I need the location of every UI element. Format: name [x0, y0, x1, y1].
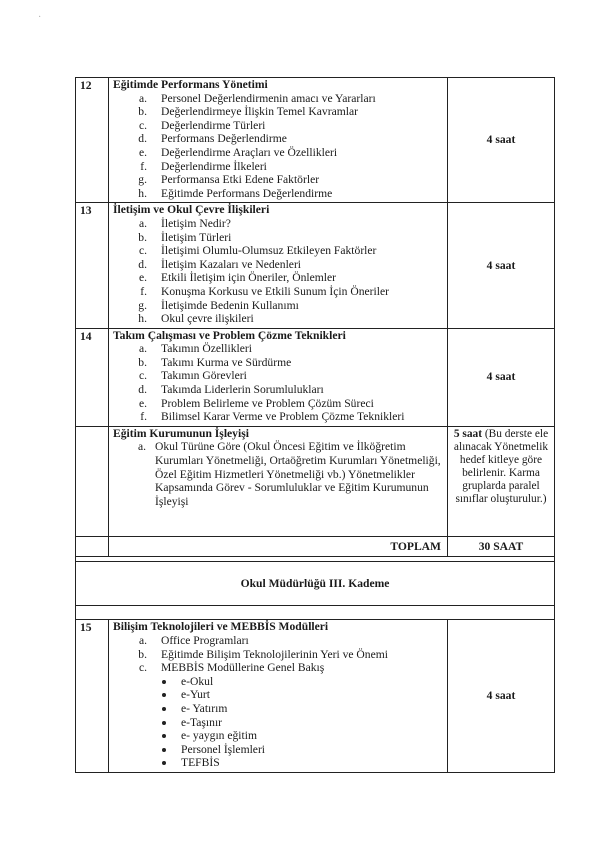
topic-paragraph: a. Okul Türüne Göre (Okul Öncesi Eğitim ve İlköğretim Kurumları Yönetmeliği, Ortaöğretim Kurumları Yönetmeliği, Özel Eğitim Hizmetleri Yönetmeliği vb.) Yönetmelikler Kapsamında Görev - Sorumluluklar ve Eğitim Kurumunun İşleyişi: [138, 440, 441, 508]
bullet-item: e-Taşınır: [113, 716, 443, 730]
row-hours: 4 saat: [448, 203, 555, 328]
table-row: [76, 78, 555, 203]
row-content: [109, 203, 448, 328]
row-hours: [448, 426, 555, 537]
row-number: [76, 426, 109, 537]
row-content: [109, 78, 448, 203]
list-item: f. Konuşma Korkusu ve Etkili Sunum İçin Öneriler: [140, 284, 389, 298]
bullet-item: e- Yatırım: [113, 702, 443, 716]
list-item: c. İletişimi Olumlu-Olumsuz Etkileyen Faktörler: [138, 244, 377, 258]
list-item: b. Eğitimde Bilişim Teknolojilerinin Yeri ve Önemi: [138, 647, 388, 661]
row-number: 14: [76, 328, 109, 426]
bullet-item: e-Yurt: [113, 688, 443, 702]
total-row: [76, 537, 555, 557]
total-value: 30 SAAT: [448, 537, 555, 557]
row-number: 13: [76, 203, 109, 328]
hours-value: 5 saat: [453, 427, 483, 440]
row-content: [109, 426, 448, 537]
row-content: [109, 620, 448, 773]
list-item: c. Takımın Görevleri: [138, 369, 247, 383]
list-item: b. İletişim Türleri: [138, 230, 232, 244]
list-item: e. Etkili İletişim için Öneriler, Önlemler: [138, 271, 337, 285]
table-row: [76, 203, 555, 328]
list-item: d. Performans Değerlendirme: [138, 132, 287, 146]
list-item: f. Değerlendirme İlkeleri: [140, 159, 267, 173]
bullet-item: e-Okul: [113, 675, 443, 689]
module-list: [113, 675, 443, 770]
table-row: [76, 426, 555, 537]
list-item: g. İletişimde Bedenin Kullanımı: [138, 298, 299, 312]
row-number: 12: [76, 78, 109, 203]
list-item: a. Personel Değerlendirmenin amacı ve Yararları: [138, 91, 376, 105]
row-hours: 4 saat: [448, 328, 555, 426]
row-hours: 4 saat: [448, 620, 555, 773]
page-mark: ·: [38, 12, 42, 23]
topic-title: Eğitim Kurumunun İşleyişi: [113, 426, 249, 440]
list-item: g. Performansa Etki Edene Faktörler: [138, 173, 320, 187]
list-item: e. Değerlendirme Araçları ve Özellikleri: [138, 145, 338, 159]
section-row: [76, 562, 555, 606]
table-row: [76, 620, 555, 773]
list-item: c. Değerlendirme Türleri: [138, 118, 266, 132]
bullet-item: Personel İşlemleri: [113, 743, 443, 757]
list-item: d. Takımda Liderlerin Sorumlulukları: [138, 383, 324, 397]
list-item: e. Problem Belirleme ve Problem Çözüm Süreci: [138, 396, 374, 410]
topic-title: Takım Çalışması ve Problem Çözme Teknikleri: [113, 328, 346, 342]
list-item: c. MEBBİS Modüllerine Genel Bakış: [138, 661, 325, 675]
bullet-item: e- yaygın eğitim: [113, 729, 443, 743]
topic-title: Bilişim Teknolojileri ve MEBBİS Modülleri: [113, 620, 329, 634]
row-content: [109, 328, 448, 426]
list-item: a. İletişim Nedir?: [138, 216, 231, 230]
list-item: h. Okul çevre ilişkileri: [138, 312, 254, 326]
topic-title: Eğitimde Performans Yönetimi: [113, 78, 268, 91]
topic-list: [113, 634, 443, 675]
list-item: a. Takımın Özellikleri: [138, 342, 252, 356]
topic-list: [113, 92, 443, 201]
topic-title: İletişim ve Okul Çevre İlişkileri: [113, 203, 270, 217]
list-item: d. İletişim Kazaları ve Nedenleri: [138, 257, 302, 271]
table-row: [76, 328, 555, 426]
list-item: a. Office Programları: [138, 634, 249, 647]
topic-list: [113, 217, 443, 326]
list-item: b. Değerlendirmeye İlişkin Temel Kavramlar: [138, 105, 358, 119]
section-title: Okul Müdürlüğü III. Kademe: [76, 562, 555, 606]
list-item: h. Eğitimde Performans Değerlendirme: [138, 186, 333, 200]
row-number: 15: [76, 620, 109, 773]
hours-note: (Bu derste ele alınacak Yönetmelik hedef kitleye göre belirlenir. Karma gruplarda paralel sınıflar oluşturulur.): [453, 427, 549, 505]
bullet-item: TEFBİS: [113, 756, 443, 770]
list-item: f. Bilimsel Karar Verme ve Problem Çözme Teknikleri: [140, 410, 405, 424]
list-item: b. Takımı Kurma ve Sürdürme: [138, 355, 292, 369]
topic-list: [113, 342, 443, 424]
total-label: TOPLAM: [109, 537, 448, 557]
curriculum-table: [75, 77, 555, 773]
row-hours: 4 saat: [448, 78, 555, 203]
